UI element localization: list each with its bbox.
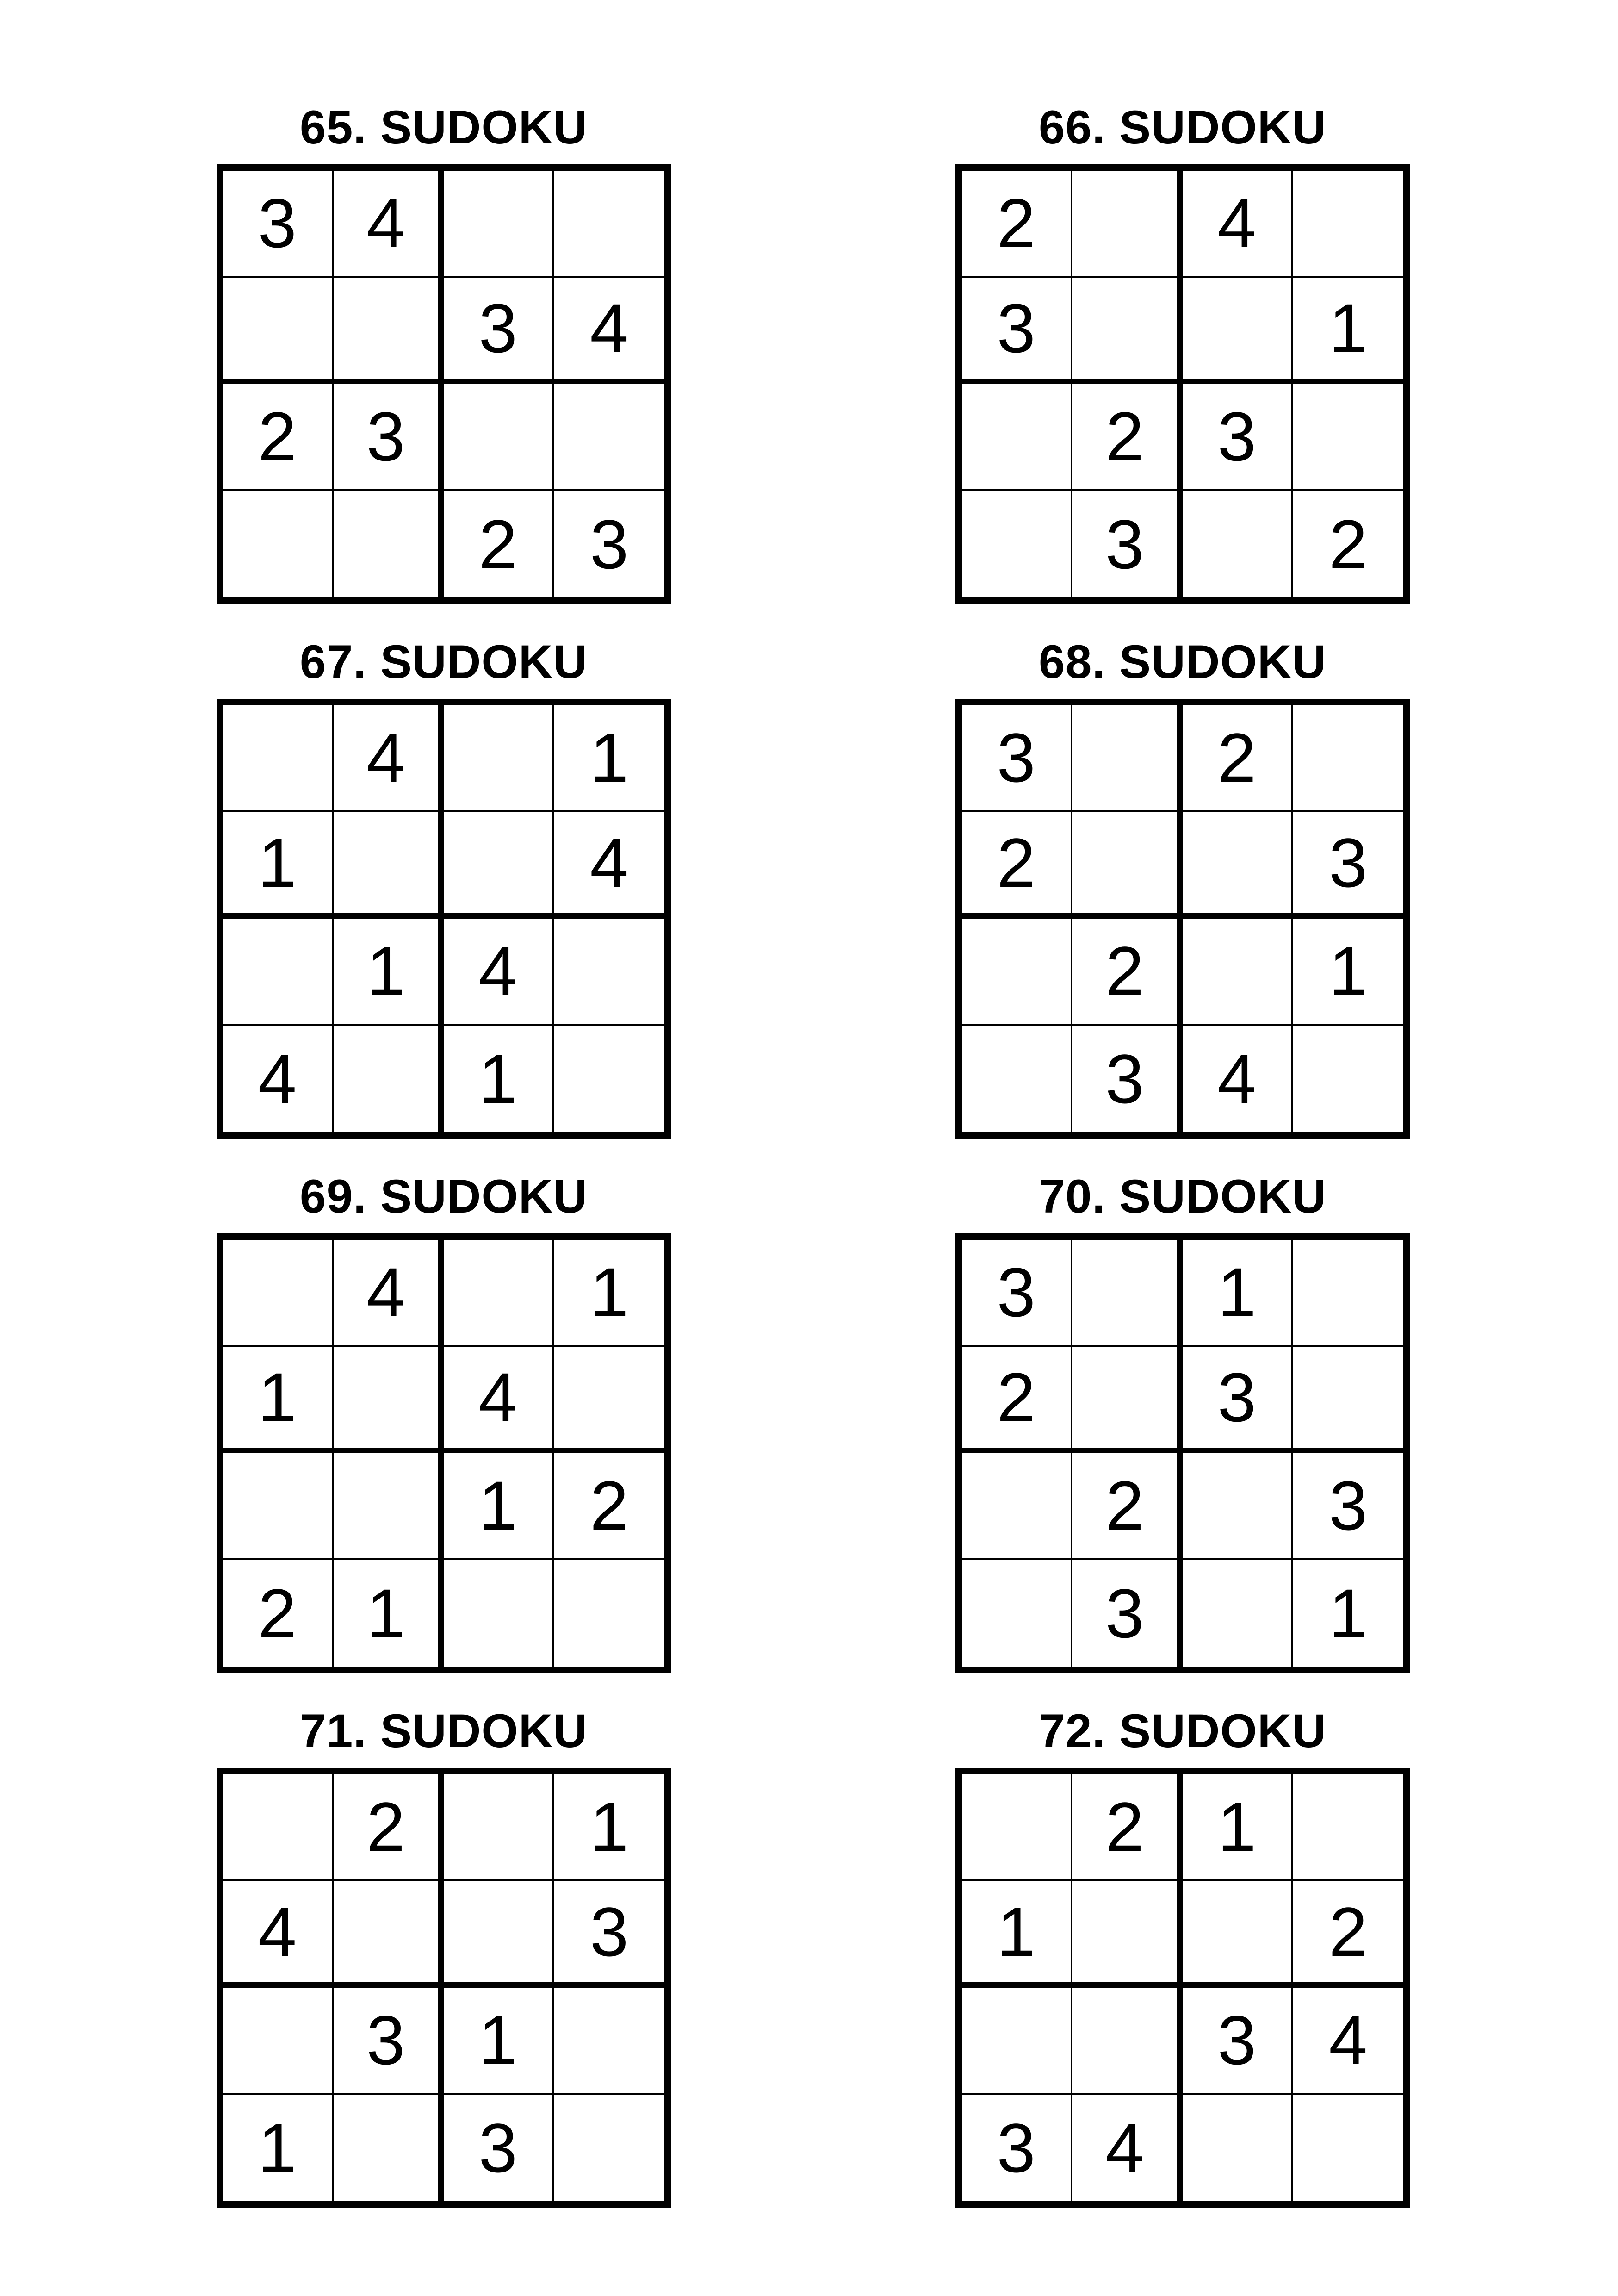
sudoku-cell-r3c4: 3 [1293,1453,1404,1560]
sudoku-cell-r4c1 [223,491,334,598]
sudoku-cell-r4c1 [962,491,1072,598]
sudoku-cell-r2c2 [1072,1347,1183,1454]
sudoku-cell-r4c2 [334,491,444,598]
sudoku-cell-r2c3 [1183,812,1293,919]
sudoku-cell-r4c1: 4 [223,1026,334,1132]
sudoku-cell-r3c1 [962,1988,1072,2095]
puzzle-title: 68. SUDOKU [1038,635,1327,688]
sudoku-cell-r4c2 [334,2095,444,2202]
sudoku-cell-r3c4 [554,384,665,491]
sudoku-cell-r1c1: 3 [223,171,334,278]
sudoku-cell-r3c1 [962,919,1072,1026]
sudoku-cell-r4c2: 3 [1072,1560,1183,1667]
sudoku-cell-r1c1: 3 [962,705,1072,812]
sudoku-cell-r4c3: 4 [1183,1026,1293,1132]
sudoku-cell-r1c3: 2 [1183,705,1293,812]
sudoku-cell-r4c3 [1183,2095,1293,2202]
puzzle-title: 69. SUDOKU [299,1170,588,1223]
sudoku-cell-r3c2 [1072,1988,1183,2095]
sudoku-cell-r4c3 [1183,1560,1293,1667]
sudoku-cell-r2c4: 2 [1293,1881,1404,1988]
sudoku-cell-r1c1 [962,1774,1072,1881]
sudoku-cell-r2c2 [1072,812,1183,919]
sudoku-cell-r3c3: 1 [444,1988,554,2095]
sudoku-cell-r4c4 [1293,1026,1404,1132]
sudoku-cell-r3c2: 3 [334,1988,444,2095]
sudoku-grid [955,1768,1410,2208]
sudoku-cell-r2c3: 3 [444,278,554,385]
sudoku-cell-r4c1: 1 [223,2095,334,2202]
sudoku-cell-r2c1: 2 [962,1347,1072,1454]
sudoku-cell-r1c3: 1 [1183,1240,1293,1347]
sudoku-cell-r2c2 [334,1347,444,1454]
sudoku-cell-r3c1 [223,1988,334,2095]
sudoku-cell-r4c1 [962,1026,1072,1132]
sudoku-cell-r4c1 [962,1560,1072,1667]
sudoku-cell-r3c3: 3 [1183,1988,1293,2095]
sudoku-cell-r2c3: 4 [444,1347,554,1454]
sudoku-cell-r2c1: 2 [962,812,1072,919]
sudoku-cell-r1c3 [444,171,554,278]
sudoku-cell-r2c4: 4 [554,812,665,919]
sudoku-grid [217,699,671,1139]
sudoku-cell-r2c1: 1 [223,812,334,919]
sudoku-cell-r1c4 [1293,1240,1404,1347]
sudoku-cell-r4c1: 2 [223,1560,334,1667]
sudoku-cell-r1c4 [1293,705,1404,812]
sudoku-cell-r4c4 [554,1026,665,1132]
sudoku-cell-r4c2 [334,1026,444,1132]
sudoku-cell-r2c1: 1 [223,1347,334,1454]
sudoku-cell-r4c4: 2 [1329,505,1368,583]
sudoku-cell-r1c2: 2 [1072,1774,1183,1881]
sudoku-cell-r4c4: 1 [1329,1574,1368,1652]
sudoku-cell-r4c2: 3 [1072,491,1183,598]
sudoku-cell-r1c2: 4 [334,1240,444,1347]
sudoku-cell-r3c3 [1183,1453,1293,1560]
sudoku-cell-r2c3 [1183,278,1293,385]
sudoku-cell-r1c4: 1 [554,1774,665,1881]
sudoku-cell-r3c2: 3 [334,384,444,491]
sudoku-cell-r1c2: 4 [334,171,444,278]
sudoku-cell-r1c4: 1 [554,705,665,812]
sudoku-cell-r3c3: 4 [444,919,554,1026]
sudoku-cell-r1c4 [1293,1774,1404,1881]
sudoku-grid [955,1233,1410,1673]
sudoku-cell-r1c3: 4 [1183,171,1293,278]
sudoku-cell-r4c4 [554,2095,665,2202]
puzzle-title: 71. SUDOKU [299,1705,588,1757]
sudoku-cell-r4c3 [444,1560,554,1667]
sudoku-cell-r2c1: 4 [223,1881,334,1988]
sudoku-cell-r3c1: 2 [223,384,334,491]
sudoku-cell-r3c1 [962,384,1072,491]
sudoku-cell-r3c1 [223,1453,334,1560]
sudoku-cell-r2c4: 3 [554,1881,665,1988]
sudoku-cell-r3c3 [1183,919,1293,1026]
sudoku-cell-r2c2 [334,1881,444,1988]
puzzle-title: 66. SUDOKU [1038,101,1327,154]
sudoku-cell-r2c3: 3 [1183,1347,1293,1454]
sudoku-cell-r2c2 [334,278,444,385]
sudoku-cell-r1c3 [444,1240,554,1347]
sudoku-cell-r4c2: 4 [1072,2095,1183,2202]
sudoku-cell-r1c2 [1072,171,1183,278]
sudoku-cell-r4c4: 3 [590,505,629,583]
sudoku-cell-r4c3: 2 [444,491,554,598]
sudoku-cell-r1c3 [444,1774,554,1881]
sudoku-cell-r3c3 [444,384,554,491]
sudoku-cell-r4c1: 3 [962,2095,1072,2202]
sudoku-cell-r1c2: 2 [334,1774,444,1881]
sudoku-cell-r1c1 [223,705,334,812]
sudoku-grid [955,699,1410,1139]
puzzle-title: 65. SUDOKU [299,101,588,154]
sudoku-grid [955,164,1410,604]
sudoku-cell-r1c3 [444,705,554,812]
sudoku-cell-r1c1: 3 [962,1240,1072,1347]
sudoku-cell-r1c4: 1 [554,1240,665,1347]
sudoku-cell-r3c2: 1 [334,919,444,1026]
sudoku-cell-r4c2: 3 [1072,1026,1183,1132]
sudoku-cell-r3c2 [334,1453,444,1560]
sudoku-cell-r2c4 [1293,1347,1404,1454]
sudoku-cell-r2c4: 3 [1293,812,1404,919]
sudoku-cell-r2c1 [223,278,334,385]
sudoku-cell-r3c4 [1293,384,1404,491]
sudoku-cell-r3c4: 2 [554,1453,665,1560]
sudoku-cell-r2c2 [334,812,444,919]
puzzle-title: 67. SUDOKU [299,635,588,688]
sudoku-cell-r1c1 [223,1774,334,1881]
sudoku-cell-r4c3: 3 [444,2095,554,2202]
sudoku-cell-r2c3 [1183,1881,1293,1988]
sudoku-cell-r1c2: 4 [334,705,444,812]
sudoku-cell-r1c1: 2 [962,171,1072,278]
sudoku-cell-r1c2 [1072,705,1183,812]
sudoku-grid [217,1233,671,1673]
sudoku-cell-r3c3: 3 [1183,384,1293,491]
sudoku-cell-r3c2: 2 [1072,384,1183,491]
sudoku-cell-r4c4 [1293,2095,1404,2202]
sudoku-grid [217,1768,671,2208]
sudoku-cell-r3c1 [962,1453,1072,1560]
sudoku-cell-r4c3: 1 [444,1026,554,1132]
sudoku-grid [217,164,671,604]
sudoku-cell-r3c3: 1 [444,1453,554,1560]
sudoku-cell-r1c4 [1293,171,1404,278]
sudoku-cell-r4c2: 1 [334,1560,444,1667]
sudoku-cell-r2c4: 4 [554,278,665,385]
sudoku-cell-r3c2: 2 [1072,919,1183,1026]
puzzle-title: 70. SUDOKU [1038,1170,1327,1223]
sudoku-cell-r4c3 [1183,491,1293,598]
sudoku-cell-r2c4: 1 [1293,278,1404,385]
sudoku-cell-r3c4 [554,1988,665,2095]
sudoku-cell-r3c2: 2 [1072,1453,1183,1560]
sudoku-cell-r2c1: 3 [962,278,1072,385]
sudoku-cell-r3c4: 4 [1293,1988,1404,2095]
sudoku-cell-r1c2 [1072,1240,1183,1347]
sudoku-cell-r2c1: 1 [962,1881,1072,1988]
sudoku-cell-r2c2 [1072,278,1183,385]
sudoku-cell-r3c4: 1 [1293,919,1404,1026]
sudoku-cell-r2c3 [444,1881,554,1988]
sudoku-cell-r2c3 [444,812,554,919]
sudoku-cell-r3c4 [554,919,665,1026]
puzzle-title: 72. SUDOKU [1038,1705,1327,1757]
sudoku-cell-r1c1 [223,1240,334,1347]
sudoku-cell-r1c3: 1 [1183,1774,1293,1881]
sudoku-cell-r1c4 [554,171,665,278]
sudoku-cell-r2c4 [554,1347,665,1454]
sudoku-cell-r2c2 [1072,1881,1183,1988]
sudoku-cell-r3c1 [223,919,334,1026]
sudoku-cell-r4c4 [554,1560,665,1667]
